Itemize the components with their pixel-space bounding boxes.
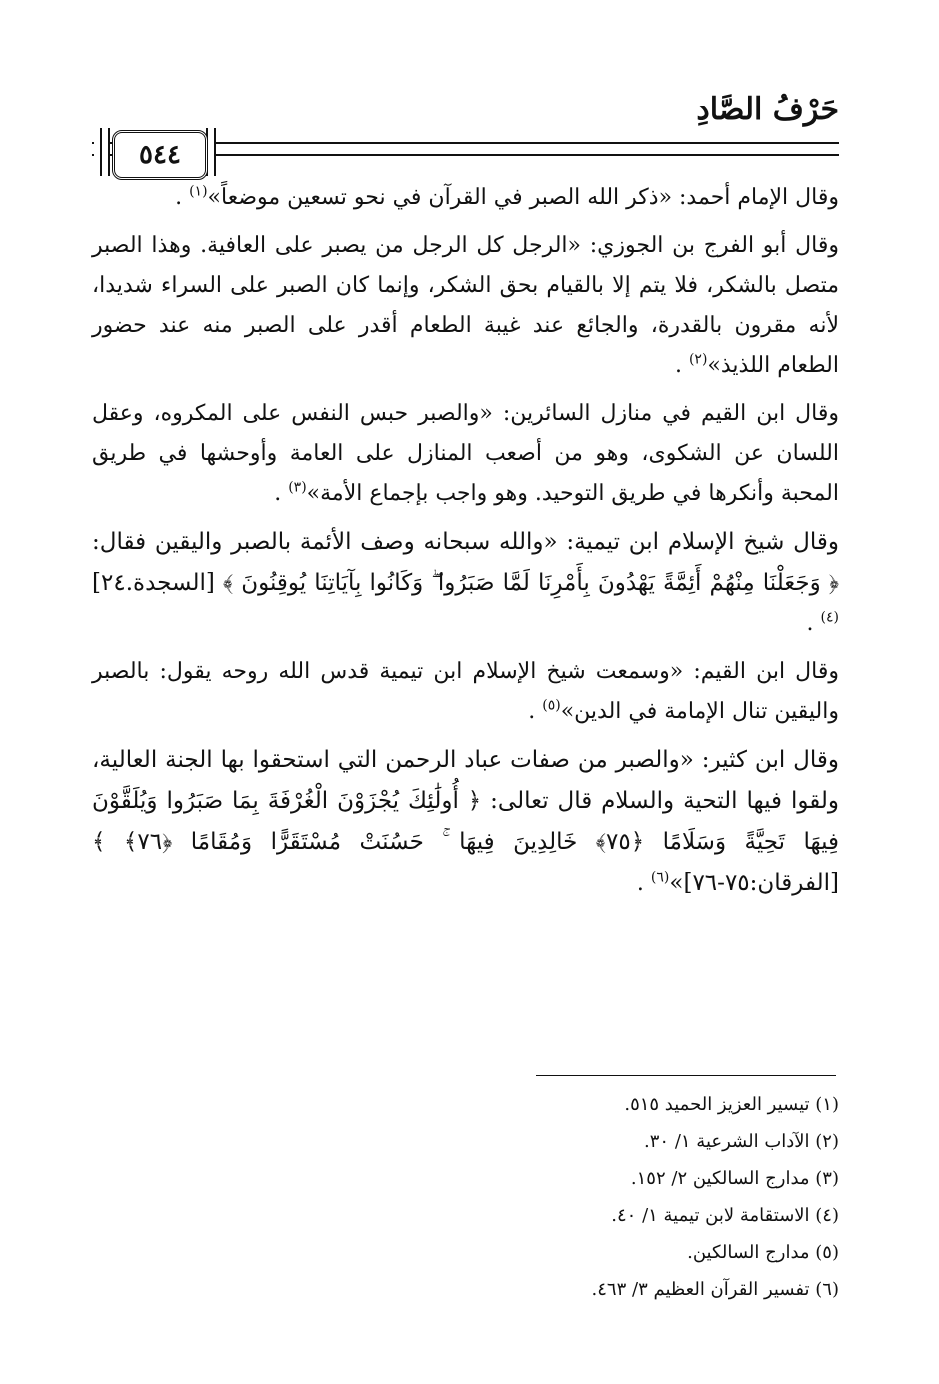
footnote-5: (٥) مدارج السالكين. <box>687 1242 839 1263</box>
footnotes <box>239 1086 839 1308</box>
footnote-ref: (٤) <box>820 609 839 626</box>
paragraph-ibn-al-jawzi: وقال أبو الفرج بن الجوزي: «الرجل كل الرجل من يصبر على العافية. وهذا الصبر متصل بالشكر، فلا يتم إلا بالقيام بحق الشكر، وإنما كان الصبر على السراء شديدا، لأنه مقرون بالقدرة، والجائع عند غيبة الطعام أقدر على الصبر منه عند حضور الطعام اللذيذ»$^{(٢)}$ . <box>92 233 839 378</box>
footnote-6: (٦) تفسير القرآن العظيم ٣/ ٤٦٣. <box>591 1279 839 1300</box>
paragraph-ahmad: وقال الإمام أحمد: «ذكر الله الصبر في القرآن في نحو تسعين موضعاً»$^{(١)}$ . <box>175 183 839 210</box>
footnote-1: (١) تيسير العزيز الحميد ٥١٥. <box>624 1094 839 1115</box>
footnote-ref: (٢) <box>688 351 708 368</box>
footnote-4: (٤) الاستقامة لابن تيمية ١/ ٤٠. <box>611 1205 839 1226</box>
footnote-separator <box>536 1075 836 1076</box>
footnote-ref: (٦) <box>650 869 670 886</box>
paragraph-ibn-al-qayyim-imama: وقال ابن القيم: «وسمعت شيخ الإسلام ابن تيمية قدس الله روحه يقول: بالصبر واليقين تنال الإمامة في الدين»$^{(٥)}$ . <box>92 659 839 724</box>
footnote-2: (٢) الآداب الشرعية ١/ ٣٠. <box>644 1131 839 1152</box>
paragraph-ibn-taymiyya: وقال شيخ الإسلام ابن تيمية: «والله سبحانه وصف الأئمة بالصبر واليقين فقال: ﴿ وَجَعَلْنَا مِنْهُمْ أَئِمَّةً يَهْدُونَ بِأَمْرِنَا لَمَّا صَبَرُوا ۖ وَكَانُوا بِآيَاتِنَا يُوقِنُونَ ﴾ [السجدة.٢٤]$^{(٤)}$ . <box>92 529 839 636</box>
paragraph-ibn-kathir: وقال ابن كثير: «والصبر من صفات عباد الرحمن التي استحقوا بها الجنة العالية، ولقوا فيها التحية والسلام قال تعالى: ﴿ أُولَٰئِكَ يُجْزَوْنَ الْغُرْفَةَ بِمَا صَبَرُوا وَيُلَقَّوْنَ فِيهَا تَحِيَّةً وَسَلَامًا ﴿٧٥﴾ خَالِدِينَ فِيهَا ۚ حَسُنَتْ مُسْتَقَرًّا وَمُقَامًا ﴿٧٦﴾ ﴾ [الفرقان:٧٥-٧٦]»$^{(٦)}$ . <box>92 747 840 896</box>
main-text <box>92 178 839 912</box>
paragraph-ibn-al-qayyim-manazil: وقال ابن القيم في منازل السائرين: «والصبر حبس النفس على المكروه، وعقل اللسان عن الشكوى، وهو من أصعب المنازل على العامة وأوحشها في طريق المحبة وأنكرها في طريق التوحيد. وهو واجب بإجماع الأمة»$^{(٣)}$ . <box>92 401 839 506</box>
footnote-ref: (١) <box>189 183 208 200</box>
footnote-ref: (٥) <box>542 697 561 714</box>
page-number-frame-left <box>100 128 110 176</box>
chapter-title: حَرْفُ الصَّادِ <box>696 92 839 127</box>
page-number: ٥٤٤ <box>112 130 208 180</box>
footnote-ref: (٣) <box>288 479 307 496</box>
footnote-3: (٣) مدارج السالكين ٢/ ١٥٢. <box>630 1168 839 1189</box>
